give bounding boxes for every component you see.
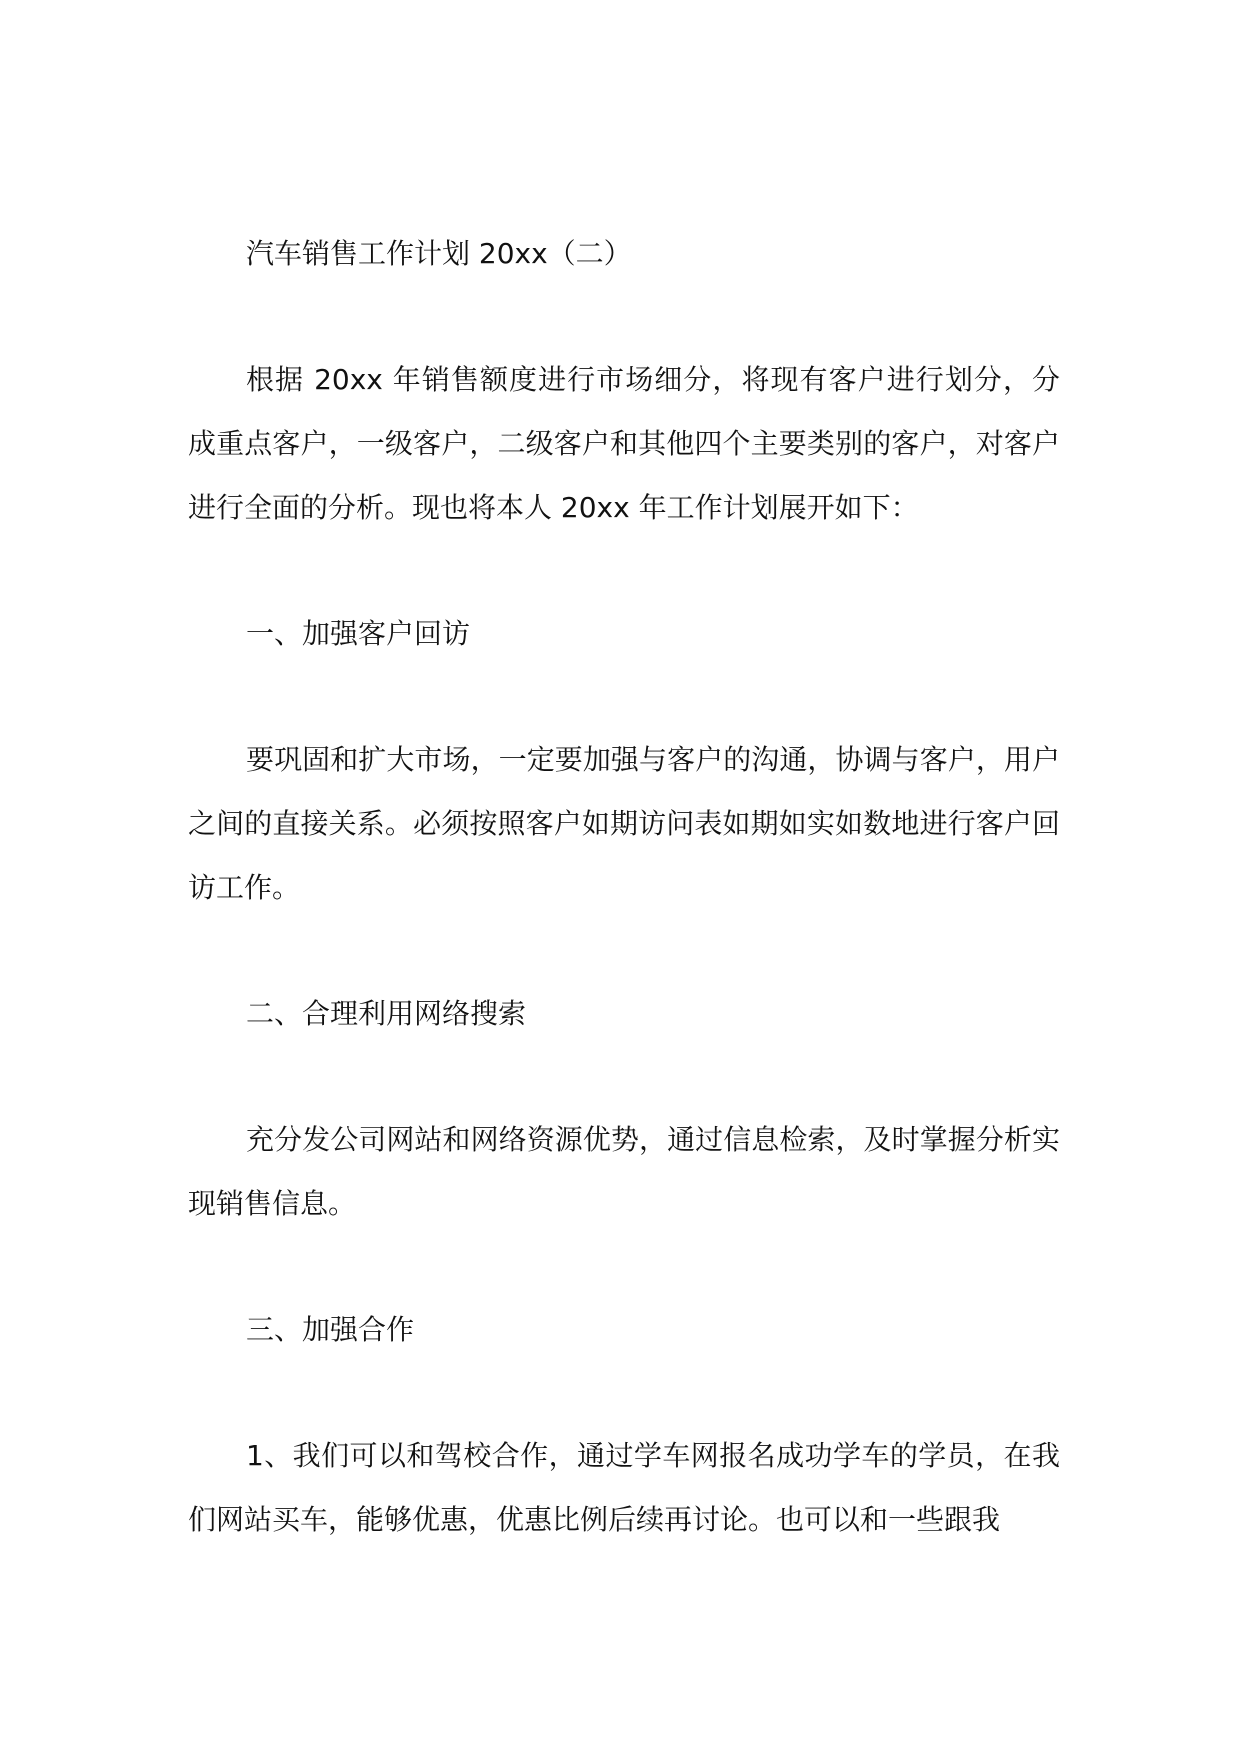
paragraph-section-2: 充分发公司网站和网络资源优势，通过信息检索，及时掌握分析实现销售信息。 [188, 1123, 1060, 1220]
document-title: 汽车销售工作计划 20xx（二） [246, 237, 632, 270]
section-heading-3: 三、加强合作 [246, 1313, 415, 1346]
paragraph-section-3: 1、我们可以和驾校合作，通过学车网报名成功学车的学员，在我们网站买车，能够优惠，优惠比例后续再讨论。也可以和一些跟我 [188, 1439, 1060, 1536]
paragraph-intro: 根据 20xx 年销售额度进行市场细分，将现有客户进行划分，分成重点客户，一级客户，二级客户和其他四个主要类别的客户，对客户进行全面的分析。现也将本人 20xx 年工作计划展开如下： [188, 363, 1060, 524]
paragraph-section-1: 要巩固和扩大市场，一定要加强与客户的沟通，协调与客户，用户之间的直接关系。必须按照客户如期访问表如期如实如数地进行客户回访工作。 [188, 743, 1060, 904]
document-body [188, 222, 1060, 1614]
section-heading-1: 一、加强客户回访 [246, 617, 471, 650]
section-heading-2: 二、合理利用网络搜索 [246, 997, 527, 1030]
